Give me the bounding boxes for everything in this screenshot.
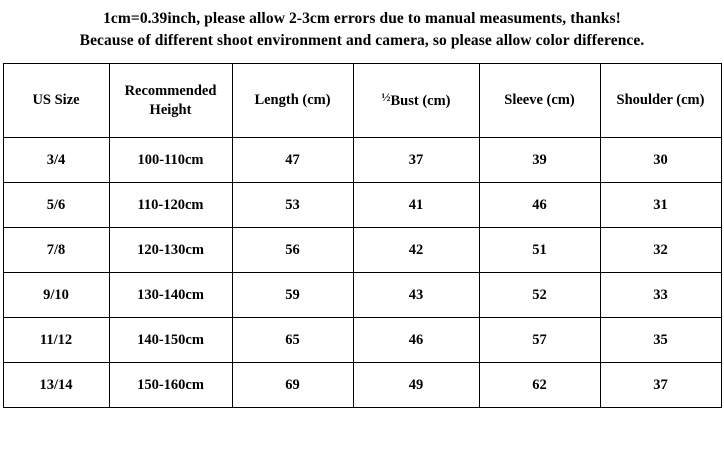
- bust-label: Bust (cm): [390, 93, 451, 110]
- column-header-recommended-height: Recommended Height: [109, 64, 232, 138]
- measurement-notice: [0, 0, 724, 58]
- cell-length: 69: [232, 363, 353, 408]
- cell-bust: 49: [353, 363, 479, 408]
- cell-sleeve: 62: [479, 363, 600, 408]
- column-header-length: Length (cm): [232, 64, 353, 138]
- cell-height: 140-150cm: [109, 318, 232, 363]
- column-header-us-size: US Size: [3, 64, 109, 138]
- cell-height: 100-110cm: [109, 138, 232, 183]
- cell-us-size: 5/6: [3, 183, 109, 228]
- cell-height: 120-130cm: [109, 228, 232, 273]
- cell-sleeve: 52: [479, 273, 600, 318]
- size-table: [3, 63, 722, 408]
- table-row: [3, 318, 721, 363]
- cell-sleeve: 46: [479, 183, 600, 228]
- cell-bust: 46: [353, 318, 479, 363]
- cell-bust: 42: [353, 228, 479, 273]
- cell-height: 150-160cm: [109, 363, 232, 408]
- column-header-half-bust: [353, 64, 479, 138]
- cell-sleeve: 51: [479, 228, 600, 273]
- cell-shoulder: 31: [600, 183, 721, 228]
- table-header-row: [3, 64, 721, 138]
- cell-bust: 43: [353, 273, 479, 318]
- cell-us-size: 7/8: [3, 228, 109, 273]
- cell-length: 59: [232, 273, 353, 318]
- column-header-sleeve: Sleeve (cm): [479, 64, 600, 138]
- table-head: [3, 64, 721, 138]
- cell-shoulder: 32: [600, 228, 721, 273]
- cell-us-size: 13/14: [3, 363, 109, 408]
- table-row: [3, 228, 721, 273]
- cell-height: 130-140cm: [109, 273, 232, 318]
- column-header-shoulder: Shoulder (cm): [600, 64, 721, 138]
- cell-bust: 37: [353, 138, 479, 183]
- cell-bust: 41: [353, 183, 479, 228]
- cell-height: 110-120cm: [109, 183, 232, 228]
- table-row: [3, 273, 721, 318]
- table-row: [3, 363, 721, 408]
- cell-sleeve: 57: [479, 318, 600, 363]
- table-row: [3, 183, 721, 228]
- cell-shoulder: 35: [600, 318, 721, 363]
- table-body: [3, 138, 721, 408]
- cell-us-size: 11/12: [3, 318, 109, 363]
- cell-length: 65: [232, 318, 353, 363]
- cell-length: 53: [232, 183, 353, 228]
- cell-length: 56: [232, 228, 353, 273]
- cell-us-size: 9/10: [3, 273, 109, 318]
- cell-shoulder: 37: [600, 363, 721, 408]
- notice-line-1: 1cm=0.39inch, please allow 2-3cm errors due to manual measuments, thanks!: [103, 10, 621, 27]
- cell-length: 47: [232, 138, 353, 183]
- half-fraction: ½: [381, 90, 391, 105]
- cell-shoulder: 30: [600, 138, 721, 183]
- cell-us-size: 3/4: [3, 138, 109, 183]
- cell-sleeve: 39: [479, 138, 600, 183]
- notice-line-2: Because of different shoot environment and camera, so please allow color difference.: [79, 32, 645, 49]
- cell-shoulder: 33: [600, 273, 721, 318]
- table-row: [3, 138, 721, 183]
